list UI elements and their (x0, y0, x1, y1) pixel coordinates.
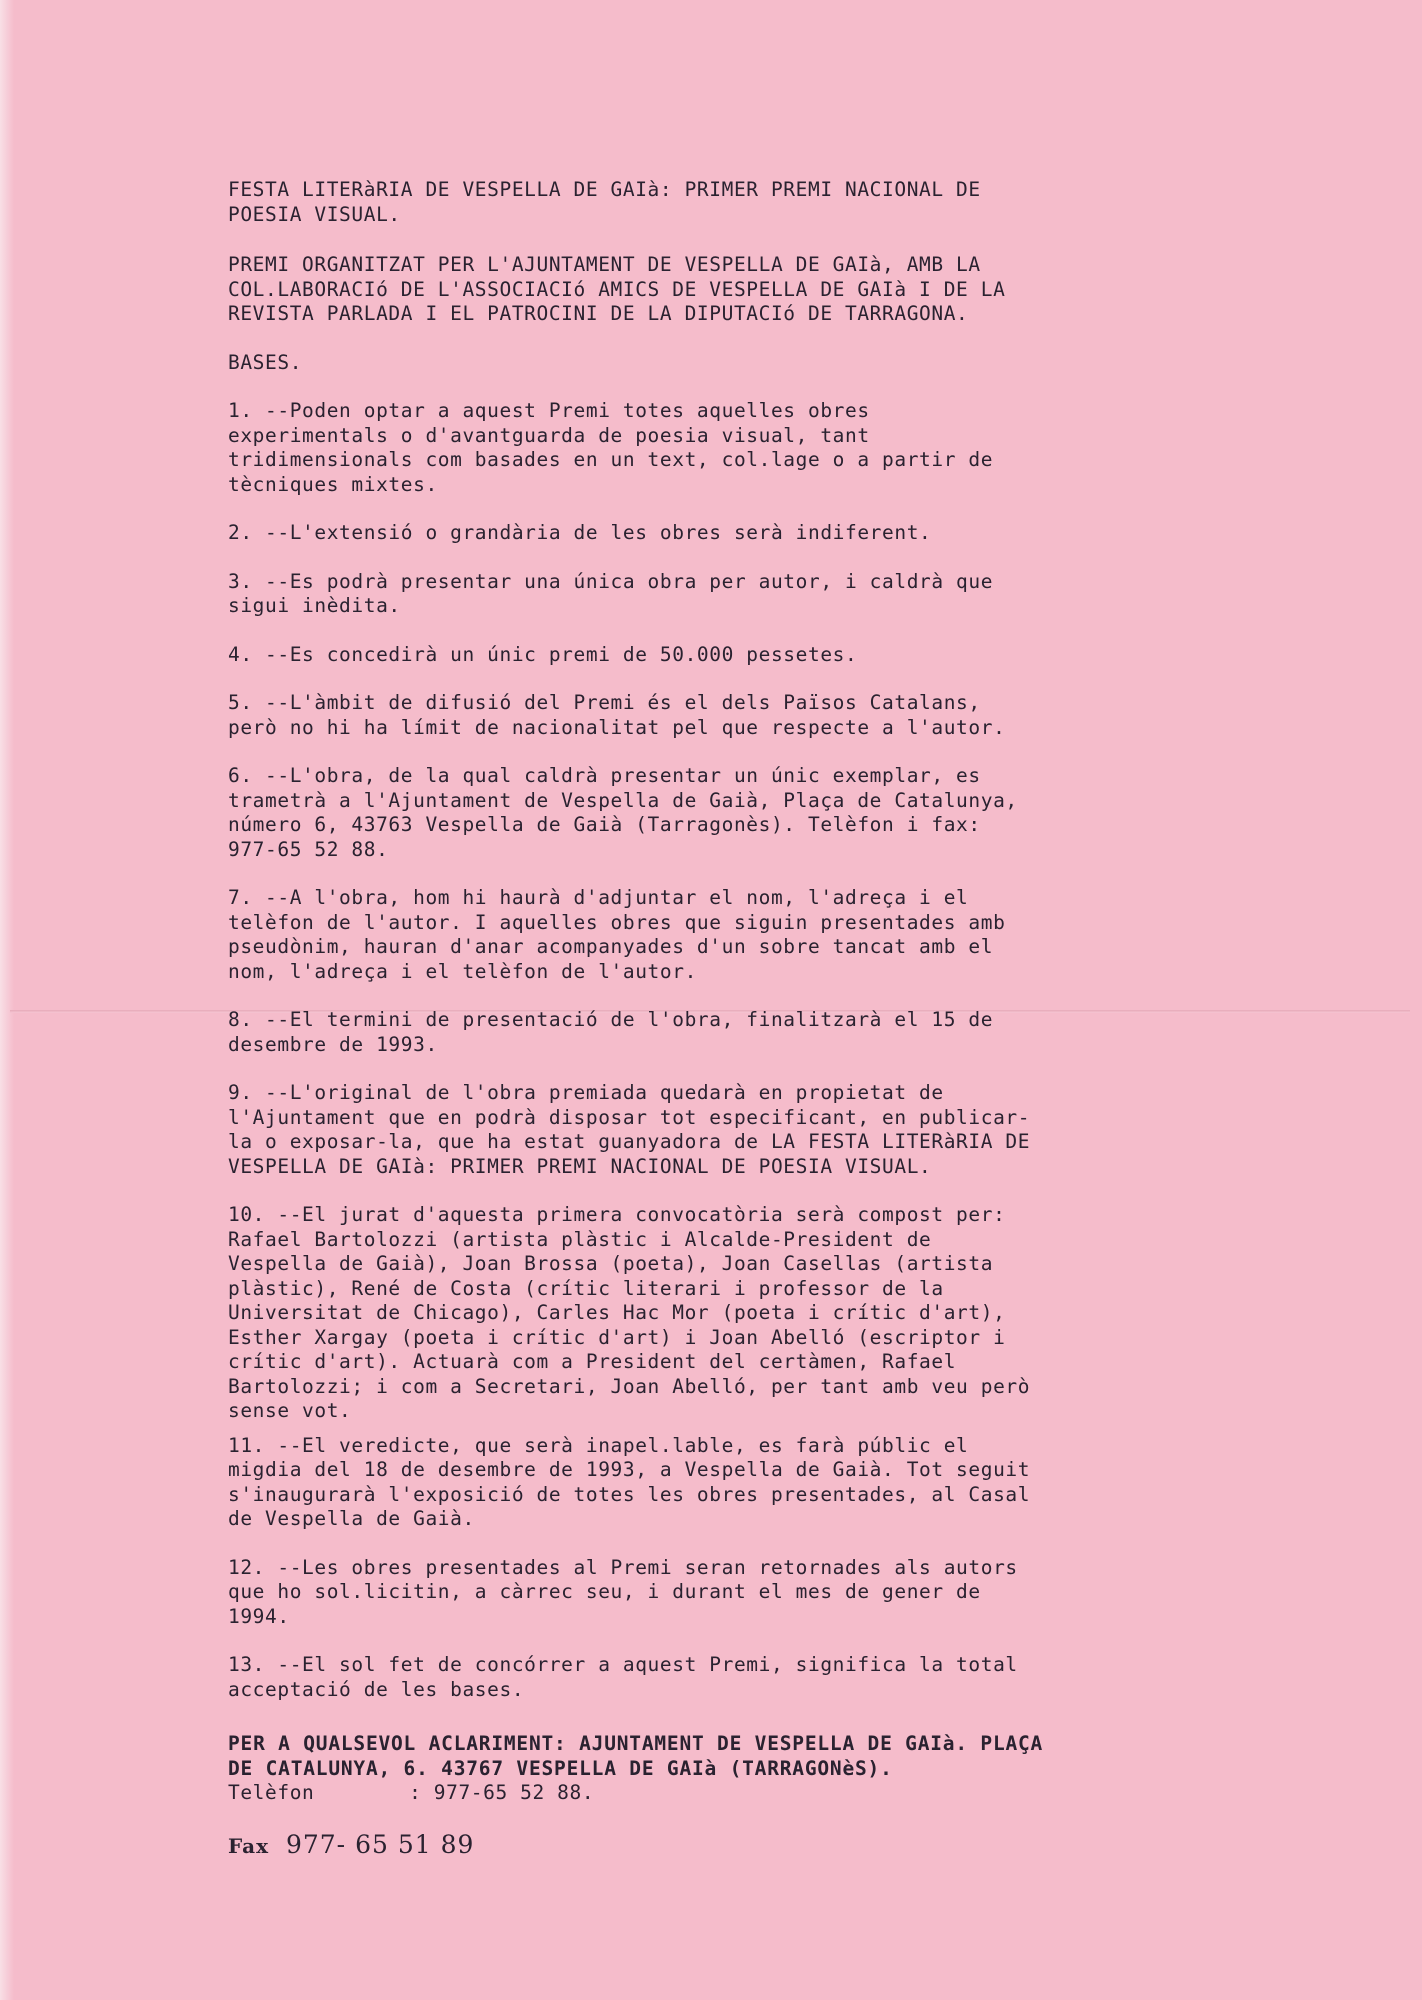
rule-item-4: 4. --Es concedirà un únic premi de 50.000 pessetes. (228, 642, 858, 666)
phone-value: : 977-65 52 88. (409, 1781, 595, 1804)
fax-label: Fax (228, 1834, 269, 1858)
rule-item-3: 3. --Es podrà presentar una única obra per autor, i caldrà que sigui inèdita. (228, 569, 994, 617)
rule-item-5: 5. --L'àmbit de difusió del Premi és el dels Països Catalans, però no hi ha límit de nacionalitat pel que respecte a l'autor. (228, 691, 1006, 739)
fax-line (228, 1830, 1168, 1859)
bases-heading: BASES. (228, 350, 303, 374)
phone-label: Telèfon (228, 1781, 315, 1804)
contact-info: PER A QUALSEVOL ACLARIMENT: AJUNTAMENT DE VESPELLA DE GAIà. PLAÇA DE CATALUNYA, 6. 43767 VESPELLA DE GAIà (TARRAGONèS). (228, 1732, 1044, 1780)
rule-item-2: 2. --L'extensió o grandària de les obres serà indiferent. (228, 521, 932, 544)
organizer-paragraph: PREMI ORGANITZAT PER L'AJUNTAMENT DE VESPELLA DE GAIà, AMB LA COL.LABORACIó DE L'ASSOCIACIó AMICS DE VESPELLA DE GAIà I DE LA REVISTA PARLADA I EL PATROCINI DE LA DIPUTACIó DE TARRAGONA. (228, 253, 1006, 325)
rule-item-7: 7. --A l'obra, hom hi haurà d'adjuntar el nom, l'adreça i el telèfon de l'autor. I aquelles obres que siguin presentades amb pseudònim, hauran d'anar acompanyades d'un sobre tancat amb el nom, l'adreça i el telèfon de l'autor. (228, 886, 1006, 983)
rule-item-12: 12. --Les obres presentades al Premi seran retornades als autors que ho sol.licitin, a càrrec seu, i durant el mes de gener de 1994. (228, 1555, 1018, 1628)
document-title: FESTA LITERàRIA DE VESPELLA DE GAIà: PRIMER PREMI NACIONAL DE POESIA VISUAL. (228, 178, 981, 226)
phone-line (228, 1781, 1168, 1804)
rule-item-11: 11. --El veredicte, que serà inapel.lable, es farà públic el migdia del 18 de desembre de 1993, a Vespella de Gaià. Tot seguit s'inaugurarà l'exposició de totes les obres presentades, al Casal de Vespella de Gaià. (228, 1433, 1031, 1530)
rule-item-9: 9. --L'original de l'obra premiada quedarà en propietat de l'Ajuntament que en podrà disposar tot especificant, en publicar- la o exposar-la, que ha estat guanyadora de LA FESTA LITERàRIA DE VESPELLA DE GAIà: PRIMER PREMI NACIONAL DE POESIA VISUAL. (228, 1081, 1031, 1178)
rule-item-8: 8. --El termini de presentació de l'obra, finalitzarà el 15 de desembre de 1993. (228, 1008, 994, 1056)
document-body (228, 178, 1168, 1859)
rule-item-6: 6. --L'obra, de la qual caldrà presentar un únic exemplar, es trametrà a l'Ajuntament de Vespella de Gaià, Plaça de Catalunya, número 6, 43763 Vespella de Gaià (Tarragonès). Telèfon i fax: 977-65 52 88. (228, 764, 1018, 861)
rule-item-10: 10. --El jurat d'aquesta primera convocatòria serà compost per: Rafael Bartolozzi (artista plàstic i Alcalde-President de Vespella de Gaià), Joan Brossa (poeta), Joan Casellas (artista plàstic), René de Costa (crític literari i professor de la Universitat de Chicago), Carles Hac Mor (poeta i crític d'art), Esther Xargay (poeta i crític d'art) i Joan Abelló (escriptor i crític d'art). Actuarà com a President del certàmen, Rafael Bartolozzi; i com a Secretari, Joan Abelló, per tant amb veu però sense vot. (228, 1203, 1031, 1422)
fax-number: 977- 65 51 89 (285, 1830, 475, 1859)
rule-item-13: 13. --El sol fet de concórrer a aquest Premi, significa la total acceptació de les bases. (228, 1653, 1018, 1701)
paper-edge (0, 0, 14, 2000)
rule-item-1: 1. --Poden optar a aquest Premi totes aquelles obres experimentals o d'avantguarda de poesia visual, tant tridimensionals com basades en un text, col.lage o a partir de tècniques mixtes. (228, 399, 994, 496)
